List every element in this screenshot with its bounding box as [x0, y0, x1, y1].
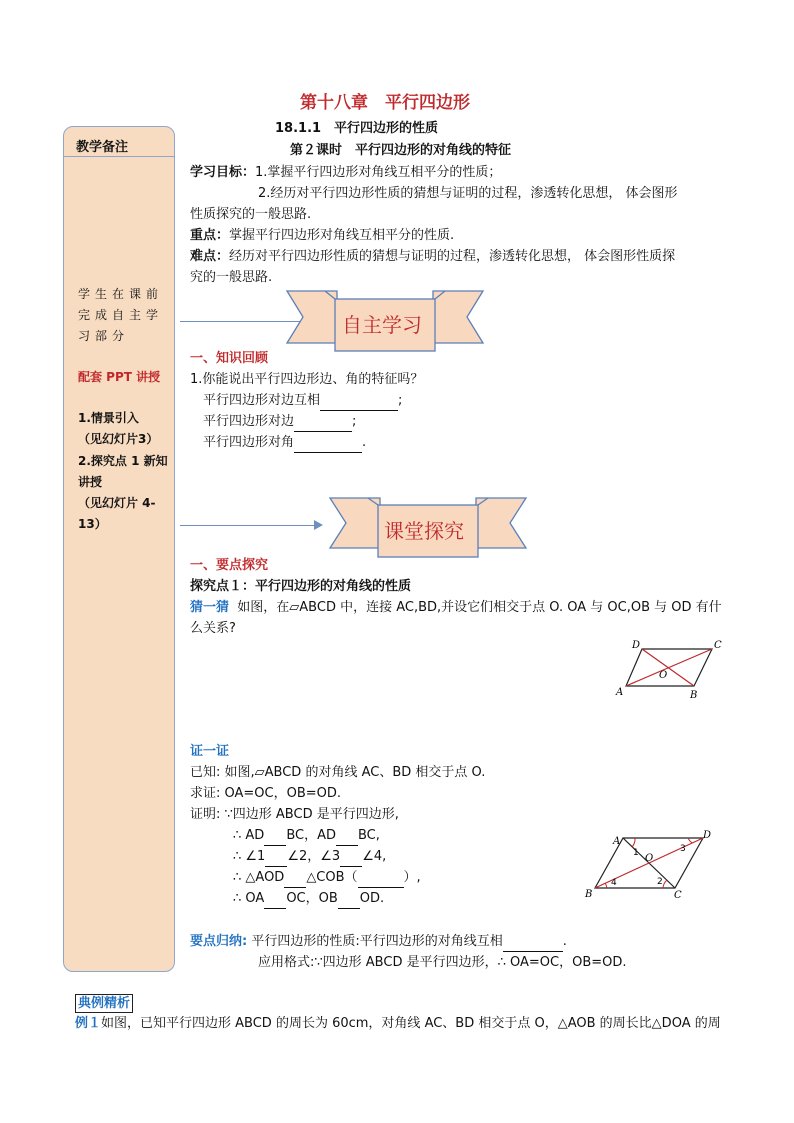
- proof-step-4: [233, 888, 384, 909]
- guess-text-cont: 么关系?: [190, 621, 236, 636]
- explore-heading: 一、要点探究: [190, 558, 269, 573]
- banner-class-explore-label: 课堂探究: [384, 519, 464, 543]
- goal-2: 2.经历对平行四边形性质的猜想与证明的过程，渗透转化思想， 体会图形: [258, 186, 678, 201]
- sidebar-ppt-item1b: （见幻灯片3）: [78, 432, 159, 446]
- answer-blank[interactable]: [294, 438, 362, 453]
- explore-point: 探究点１：平行四边形的对角线的性质: [190, 579, 412, 594]
- guess-text: 如图，在▱ABCD 中，连接 AC,BD,并设它们相交于点 O. OA 与 OC,OB 与 OD 有什: [237, 600, 722, 615]
- vertex-b-label: B: [585, 889, 593, 900]
- banner-self-study-label: 自主学习: [342, 313, 422, 337]
- guess-label: 猜一猜: [190, 600, 230, 615]
- step-1-c: BC,: [357, 828, 380, 843]
- answer-blank[interactable]: [340, 852, 362, 867]
- review-line-1: [203, 390, 402, 411]
- sidebar-ppt-item1: 1.情景引入: [78, 411, 139, 425]
- example-text: 如图，已知平行四边形 ABCD 的周长为 60cm，对角线 AC、BD 相交于点 O，△AOB 的周长比△DOA 的周: [101, 1016, 721, 1031]
- learning-goals: [190, 162, 501, 183]
- key-text: 掌握平行四边形对角线互相平分的性质.: [229, 228, 455, 243]
- guess-para: [190, 597, 722, 618]
- parallelogram-figure-1: [608, 636, 728, 702]
- review-question: 1.你能说出平行四边形边、角的特征吗？: [190, 372, 424, 387]
- answer-blank[interactable]: [265, 852, 287, 867]
- step-2-a: ∴ ∠1: [233, 849, 266, 864]
- difficult-point: [190, 246, 675, 267]
- key-label: 重点：: [190, 228, 230, 243]
- step-4-b: OC，OB: [286, 891, 338, 906]
- sidebar-ppt-item2b: （见幻灯片 4-13）: [78, 496, 156, 531]
- sidebar-head-label: 教学备注: [76, 140, 129, 155]
- step-2-b: ∠2，∠3: [287, 849, 341, 864]
- arrow-line: [180, 525, 316, 526]
- parallelogram-figure-2: [583, 826, 713, 900]
- summary-format: 应用格式:∵四边形 ABCD 是平行四边形，∴ OA=OC，OB=OD.: [258, 955, 627, 970]
- review-line-2: [203, 411, 356, 432]
- summary-text: 平行四边形的性质:平行四边形的对角线互相: [251, 934, 503, 949]
- angle-3-label: 3: [680, 844, 686, 854]
- step-4-c: OD.: [359, 891, 385, 906]
- sidebar-ppt-title: 配套 PPT 讲授: [78, 370, 161, 384]
- answer-blank[interactable]: [503, 937, 563, 952]
- answer-blank[interactable]: [338, 894, 360, 909]
- proof-given: 已知: 如图,▱ABCD 的对角线 AC、BD 相交于点 O.: [190, 765, 486, 780]
- answer-blank[interactable]: [336, 831, 358, 846]
- difficult-point-cont: 究的一般思路.: [190, 270, 273, 285]
- answer-blank[interactable]: [284, 873, 306, 888]
- review-line-1-end: ;: [398, 393, 403, 408]
- example-label: 例１: [75, 1016, 102, 1031]
- angle-2-label: 2: [657, 877, 663, 887]
- answer-blank[interactable]: [358, 873, 404, 888]
- angle-4-label: 4: [611, 878, 617, 888]
- summary-end: .: [562, 934, 567, 949]
- sidebar-panel: [63, 126, 175, 972]
- review-line-3-text: 平行四边形对角: [203, 435, 295, 450]
- example-1: [75, 1013, 721, 1034]
- chapter-title: 第十八章 平行四边形: [300, 93, 470, 113]
- answer-blank[interactable]: [320, 396, 398, 411]
- sidebar-note: 学生在课前完成自主学习部分: [78, 287, 164, 343]
- arrow-head: [314, 520, 323, 530]
- goal-1: 1.掌握平行四边形对角线互相平分的性质；: [255, 165, 502, 180]
- key-point: [190, 225, 454, 246]
- center-o-label: O: [659, 670, 668, 681]
- proof-step-2: [233, 846, 386, 867]
- goal-2-cont: 性质探究的一般思路.: [190, 207, 312, 222]
- vertex-b-label: B: [690, 690, 698, 701]
- step-3-b: △COB（: [306, 870, 358, 885]
- answer-blank[interactable]: [264, 831, 286, 846]
- vertex-c-label: C: [714, 640, 722, 651]
- vertex-a-label: A: [616, 687, 624, 698]
- review-heading: 一、知识回顾: [190, 351, 269, 366]
- proof-to-prove: 求证: OA=OC，OB=OD.: [190, 786, 342, 801]
- review-line-2-end: ;: [352, 414, 357, 429]
- angle-1-label: 1: [633, 848, 639, 858]
- example-box-title: [75, 992, 133, 1013]
- vertex-d-label: D: [703, 830, 712, 841]
- step-3-a: ∴ △AOD: [233, 870, 285, 885]
- key-summary: [190, 931, 567, 952]
- vertex-d-label: D: [632, 640, 641, 651]
- step-2-c: ∠4,: [362, 849, 387, 864]
- step-3-c: ）,: [403, 870, 421, 885]
- goals-label: 学习目标：: [190, 165, 256, 180]
- hard-label: 难点：: [190, 249, 230, 264]
- step-1-a: ∴ AD: [233, 828, 265, 843]
- proof-start: 证明: ∵四边形 ABCD 是平行四边形,: [190, 807, 399, 822]
- answer-blank[interactable]: [294, 417, 352, 432]
- proof-heading: 证一证: [190, 744, 230, 759]
- hard-text: 经历对平行四边形性质的猜想与证明的过程，渗透转化思想， 体会图形性质探: [229, 249, 676, 264]
- proof-step-1: [233, 825, 380, 846]
- lesson-subtitle: 第２课时 平行四边形的对角线的特征: [290, 143, 512, 158]
- review-line-2-text: 平行四边形对边: [203, 414, 295, 429]
- center-o-label: O: [645, 853, 654, 864]
- review-line-1-text: 平行四边形对边互相: [203, 393, 321, 408]
- vertex-c-label: C: [674, 890, 682, 900]
- step-4-a: ∴ OA: [233, 891, 265, 906]
- proof-step-3: [233, 867, 421, 888]
- example-box-label: 典例精析: [75, 994, 133, 1013]
- vertex-a-label: A: [613, 836, 621, 847]
- section-subtitle: 18.1.1 平行四边形的性质: [275, 121, 439, 136]
- review-line-3: [203, 432, 366, 453]
- review-line-3-end: .: [362, 435, 367, 450]
- step-1-b: BC，AD: [286, 828, 336, 843]
- sidebar-ppt-item2: 2.探究点 1 新知讲授: [78, 454, 168, 489]
- answer-blank[interactable]: [264, 894, 286, 909]
- summary-label: 要点归纳:: [190, 934, 248, 949]
